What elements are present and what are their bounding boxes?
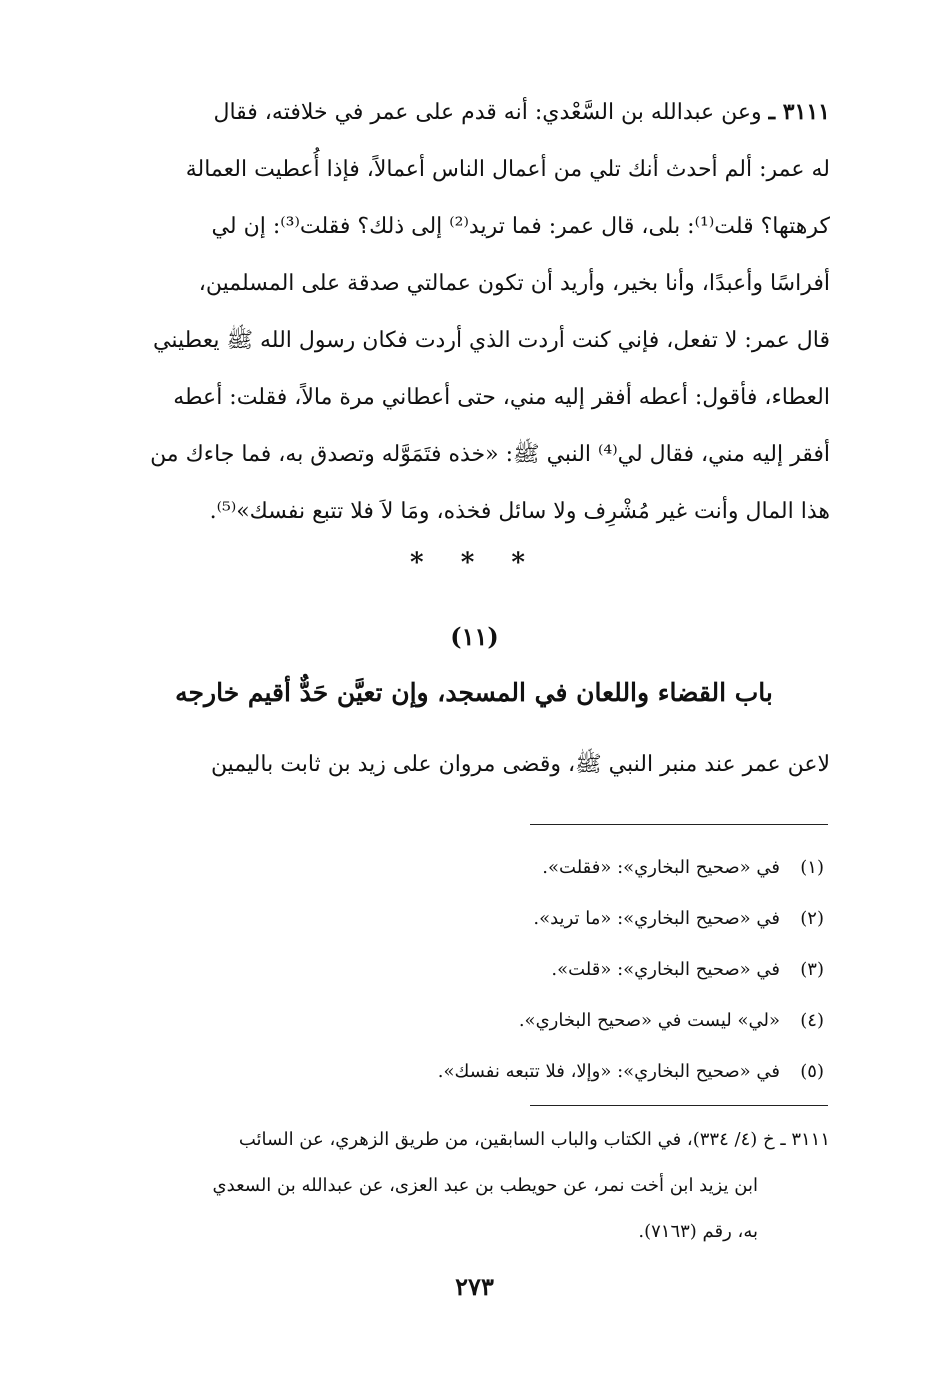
takhrij-line-3: به، رقم (٧١٦٣). bbox=[638, 1221, 758, 1242]
section-separator: * * * bbox=[410, 548, 539, 578]
footnote-text: في «صحيح البخاري»: «قلت». bbox=[551, 959, 780, 980]
hadith-line-7: أفقر إليه مني، فقال لي⁽⁴⁾ النبي ﷺ: «خذه فتَمَوَّله وتصدق به، فما جاءك من bbox=[150, 442, 830, 467]
footnote-text: في «صحيح البخاري»: «فقلت». bbox=[542, 857, 780, 878]
hadith-line-4: أفراسًا وأعبدًا، وأنا بخير، وأريد أن تكون عمالتي صدقة على المسلمين، bbox=[198, 271, 830, 296]
footnote-number: (٥) bbox=[800, 1061, 824, 1082]
takhrij-line-1: ٣١١١ ـ خ (٤/ ٣٣٤)، في الكتاب والباب السابقين، من طريق الزهري، عن السائب bbox=[238, 1129, 830, 1150]
hadith-line-1: ٣١١١ ـ وعن عبدالله بن السَّعْدي: أنه قدم على عمر في خلافته، فقال bbox=[213, 99, 830, 125]
footnote-number: (٣) bbox=[800, 959, 824, 980]
footnote-item bbox=[118, 1046, 830, 1097]
hadith-line-3: كرهتها؟ قلت⁽¹⁾: بلى، قال عمر: فما تريد⁽²⁾ إلى ذلك؟ فقلت⁽³⁾: إن لي bbox=[211, 214, 830, 239]
takhrij-line-2: ابن يزيد ابن أخت نمر، عن حويطب بن عبد العزى، عن عبدالله بن السعدي bbox=[212, 1175, 758, 1196]
chapter-intro: لاعن عمر عند منبر النبي ﷺ، وقضى مروان على زيد بن ثابت باليمين bbox=[210, 752, 830, 777]
hadith-line-5: قال عمر: لا تفعل، فإني كنت أردت الذي أردت فكان رسول الله ﷺ يعطيني bbox=[153, 328, 830, 353]
footnote-number: (٢) bbox=[800, 908, 824, 929]
footnote-item bbox=[118, 944, 830, 995]
hadith-text bbox=[118, 84, 830, 540]
footnote-number: (١) bbox=[800, 857, 824, 878]
hadith-line-8: هذا المال وأنت غير مُشْرِف ولا سائل فخذه، ومَا لاَ فلا تتبع نفسك»⁽⁵⁾. bbox=[209, 499, 830, 524]
footnote-number: (٤) bbox=[800, 1010, 824, 1031]
hadith-line-6: العطاء، فأقول: أعطه أفقر إليه مني، حتى أعطاني مرة مالاً، فقلت: أعطه bbox=[173, 385, 830, 410]
takhrij-note bbox=[118, 1117, 830, 1255]
footnote-text: في «صحيح البخاري»: «وإلا، فلا تتبعه نفسك». bbox=[437, 1061, 780, 1082]
chapter-number: (١١) bbox=[450, 622, 499, 651]
footnote-divider bbox=[530, 824, 828, 825]
chapter-title: باب القضاء واللعان في المسجد، وإن تعيَّن حَدٌّ أقيم خارجه bbox=[175, 678, 773, 707]
hadith-line-2: له عمر: ألم أحدث أنك تلي من أعمال الناس أعمالاً، فإذا أُعطيت العمالة bbox=[185, 157, 830, 182]
footnote-text: «لي» ليست في «صحيح البخاري». bbox=[518, 1010, 780, 1031]
footnote-item bbox=[118, 893, 830, 944]
footnote-item bbox=[118, 995, 830, 1046]
takhrij-divider bbox=[530, 1105, 828, 1106]
footnotes-list bbox=[118, 842, 830, 1097]
page-number: ٢٧٣ bbox=[455, 1272, 494, 1301]
footnote-text: في «صحيح البخاري»: «ما تريد». bbox=[533, 908, 780, 929]
hadith-number: ٣١١١ ـ bbox=[768, 99, 830, 125]
footnote-item bbox=[118, 842, 830, 893]
